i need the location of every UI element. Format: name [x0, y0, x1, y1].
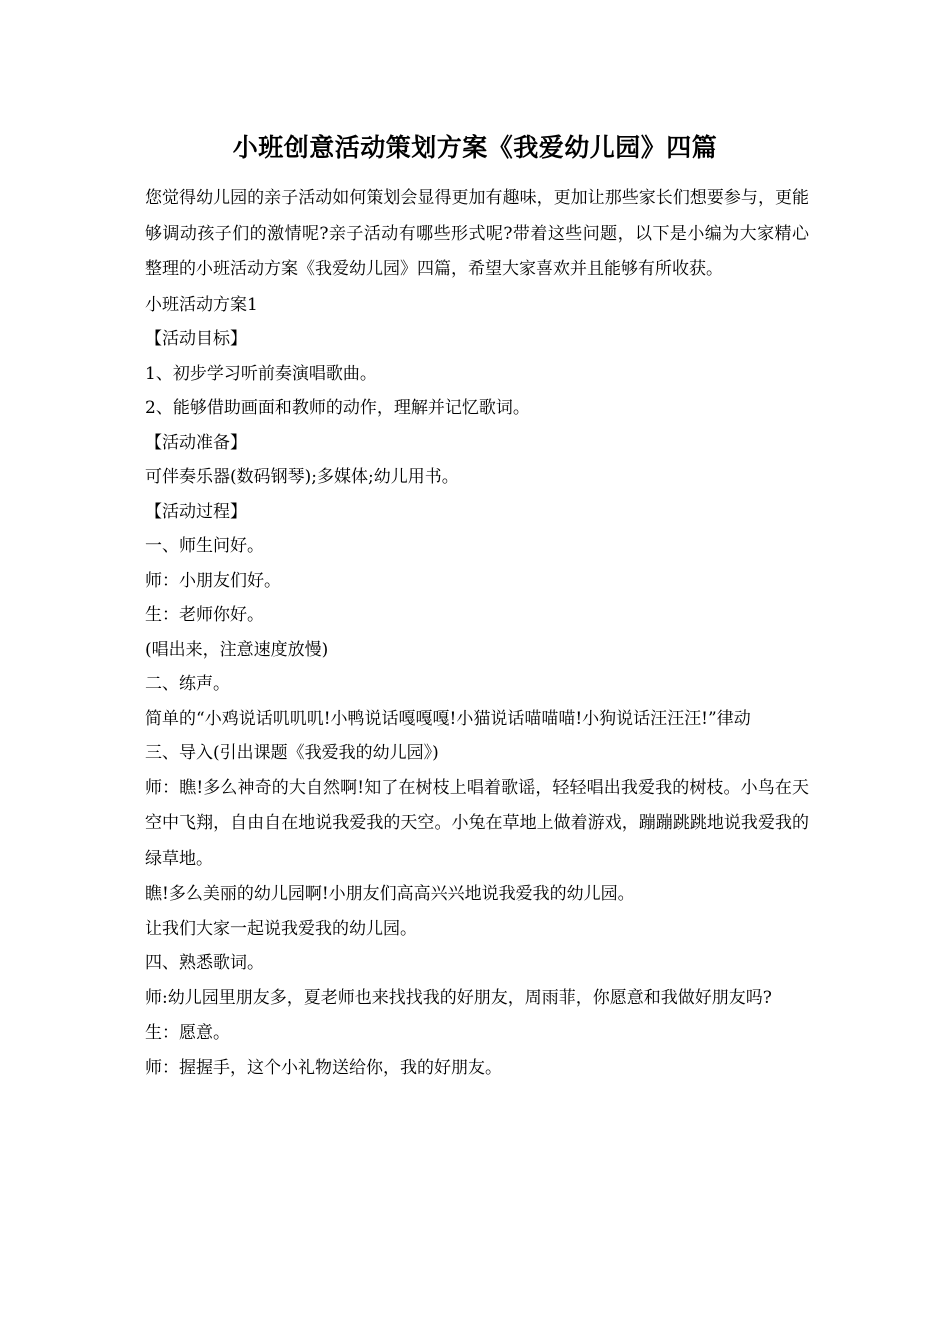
subheading-goals: 【活动目标】 [145, 329, 247, 349]
dialogue-line: 生：老师你好。 [145, 605, 264, 625]
goal-item: 2、能够借助画面和教师的动作，理解并记忆歌词。 [145, 398, 530, 418]
teacher-paragraph: 师:幼儿园里朋友多，夏老师也来找找我的好朋友，周雨菲，你愿意和我做好朋友吗? [145, 987, 772, 1008]
body-line: 让我们大家一起说我爱我的幼儿园。 [145, 918, 417, 939]
teacher-paragraph: 师：瞧!多么神奇的大自然啊!知了在树枝上唱着歌谣，轻轻唱出我爱我的树枝。小鸟在天空中飞翔，自由自在地说我爱我的天空。小兔在草地上做着游戏，蹦蹦跳跳地说我爱我的绿草地。 [145, 777, 809, 869]
preparation-text: 可伴奏乐器(数码钢琴);多媒体;幼儿用书。 [145, 467, 459, 487]
section-heading: 小班活动方案1 [145, 294, 258, 315]
process-step: 一、师生问好。 [145, 536, 264, 556]
document-body [145, 181, 809, 1085]
goal-item: 1、初步学习听前奏演唱歌曲。 [145, 363, 377, 384]
dialogue-line: 师：握握手，这个小礼物送给你，我的好朋友。 [145, 1057, 502, 1078]
subheading-process: 【活动过程】 [145, 501, 247, 522]
process-step: 二、练声。 [145, 674, 230, 694]
process-step: 四、熟悉歌词。 [145, 953, 264, 973]
intro-paragraph: 您觉得幼儿园的亲子活动如何策划会显得更加有趣味，更加让那些家长们想要参与，更能够调动孩子们的激情呢?亲子活动有哪些形式呢?带着这些问题，以下是小编为大家精心整理的小班活动方案《我爱幼儿园》四篇，希望大家喜欢并且能够有所收获。 [145, 188, 809, 279]
process-step: 三、导入(引出课题《我爱我的幼儿园》) [145, 743, 439, 763]
note-line: (唱出来，注意速度放慢) [145, 639, 329, 660]
dialogue-line: 生：愿意。 [145, 1023, 230, 1043]
document-title: 小班创意活动策划方案《我爱幼儿园》四篇 [232, 133, 718, 162]
subheading-preparation: 【活动准备】 [145, 432, 247, 453]
body-line: 瞧!多么美丽的幼儿园啊!小朋友们高高兴兴地说我爱我的幼儿园。 [145, 884, 635, 904]
rhythm-paragraph: 简单的“小鸡说话叽叽叽!小鸭说话嘎嘎嘎!小猫说话喵喵喵!小狗说话汪汪汪!”律动 [145, 708, 751, 729]
dialogue-line: 师：小朋友们好。 [145, 570, 281, 591]
